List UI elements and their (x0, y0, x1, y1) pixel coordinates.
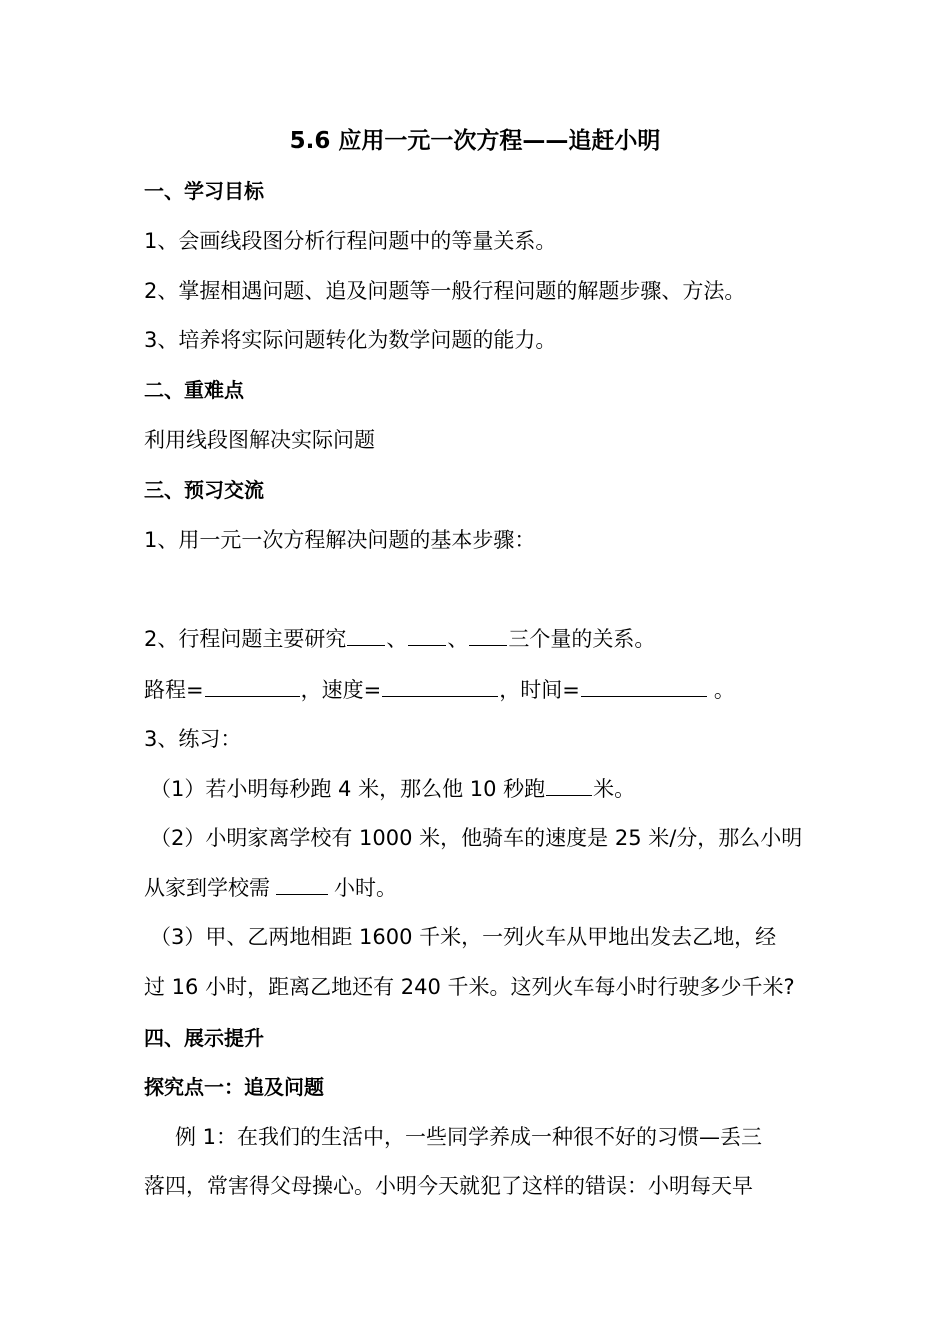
subsection-heading-pursuit: 探究点一：追及问题 (144, 1075, 324, 1099)
document-title: 5.6 应用一元一次方程——追赶小明 (289, 128, 661, 154)
preview-item-2-text-end: 三个量的关系。 (508, 627, 656, 651)
formula-distance-label: 路程= (144, 678, 204, 702)
exercise-2-unit: 小时。 (334, 876, 397, 900)
section-heading-goals: 一、学习目标 (144, 179, 264, 203)
fill-blank[interactable] (347, 621, 385, 646)
exercise-1-unit: 米。 (593, 777, 636, 801)
exercise-2-line-2 (144, 868, 810, 908)
section-heading-showcase: 四、展示提升 (144, 1026, 264, 1050)
exercise-2-text: 从家到学校需 (144, 876, 270, 900)
section-heading-preview: 三、预习交流 (144, 478, 264, 502)
formula-line (144, 670, 810, 710)
preview-item-2-text: 2、行程问题主要研究 (144, 627, 347, 651)
fill-blank[interactable] (205, 672, 300, 697)
fill-blank[interactable] (408, 621, 446, 646)
fill-blank[interactable] (382, 672, 498, 697)
exercise-1 (150, 769, 810, 809)
formula-end: 。 (713, 678, 735, 702)
preview-item-3: 3、练习： (144, 727, 242, 751)
exercise-1-text: （1）若小明每秒跑 4 米，那么他 10 秒跑 (150, 777, 546, 801)
exercise-3-line-2: 过 16 小时，距离乙地还有 240 千米。这列火车每小时行驶多少千米? (144, 975, 795, 999)
exercise-2-line-1: （2）小明家离学校有 1000 米，他骑车的速度是 25 米/分，那么小明 (150, 826, 803, 850)
separator: 、 (386, 627, 408, 651)
fill-blank[interactable] (581, 672, 707, 697)
exercise-3-line-1: （3）甲、乙两地相距 1600 千米，一列火车从甲地出发去乙地，经 (150, 925, 777, 949)
fill-blank[interactable] (546, 771, 592, 796)
preview-item-2 (144, 619, 810, 659)
section-heading-key-points: 二、重难点 (144, 378, 244, 402)
key-point-text: 利用线段图解决实际问题 (144, 428, 375, 452)
goal-item-2: 2、掌握相遇问题、追及问题等一般行程问题的解题步骤、方法。 (144, 279, 746, 303)
separator: 、 (447, 627, 469, 651)
formula-speed-label: ，速度= (300, 678, 382, 702)
formula-time-label: ，时间= (499, 678, 580, 702)
example-1-line-2: 落四，常害得父母操心。小明今天就犯了这样的错误：小明每天早 (144, 1174, 753, 1198)
fill-blank[interactable] (469, 621, 507, 646)
goal-item-3: 3、培养将实际问题转化为数学问题的能力。 (144, 328, 557, 352)
example-1-line-1: 例 1：在我们的生活中，一些同学养成一种很不好的习惯—丢三 (175, 1125, 763, 1149)
fill-blank[interactable] (276, 870, 328, 895)
goal-item-1: 1、会画线段图分析行程问题中的等量关系。 (144, 229, 557, 253)
preview-item-1: 1、用一元一次方程解决问题的基本步骤： (144, 528, 536, 552)
